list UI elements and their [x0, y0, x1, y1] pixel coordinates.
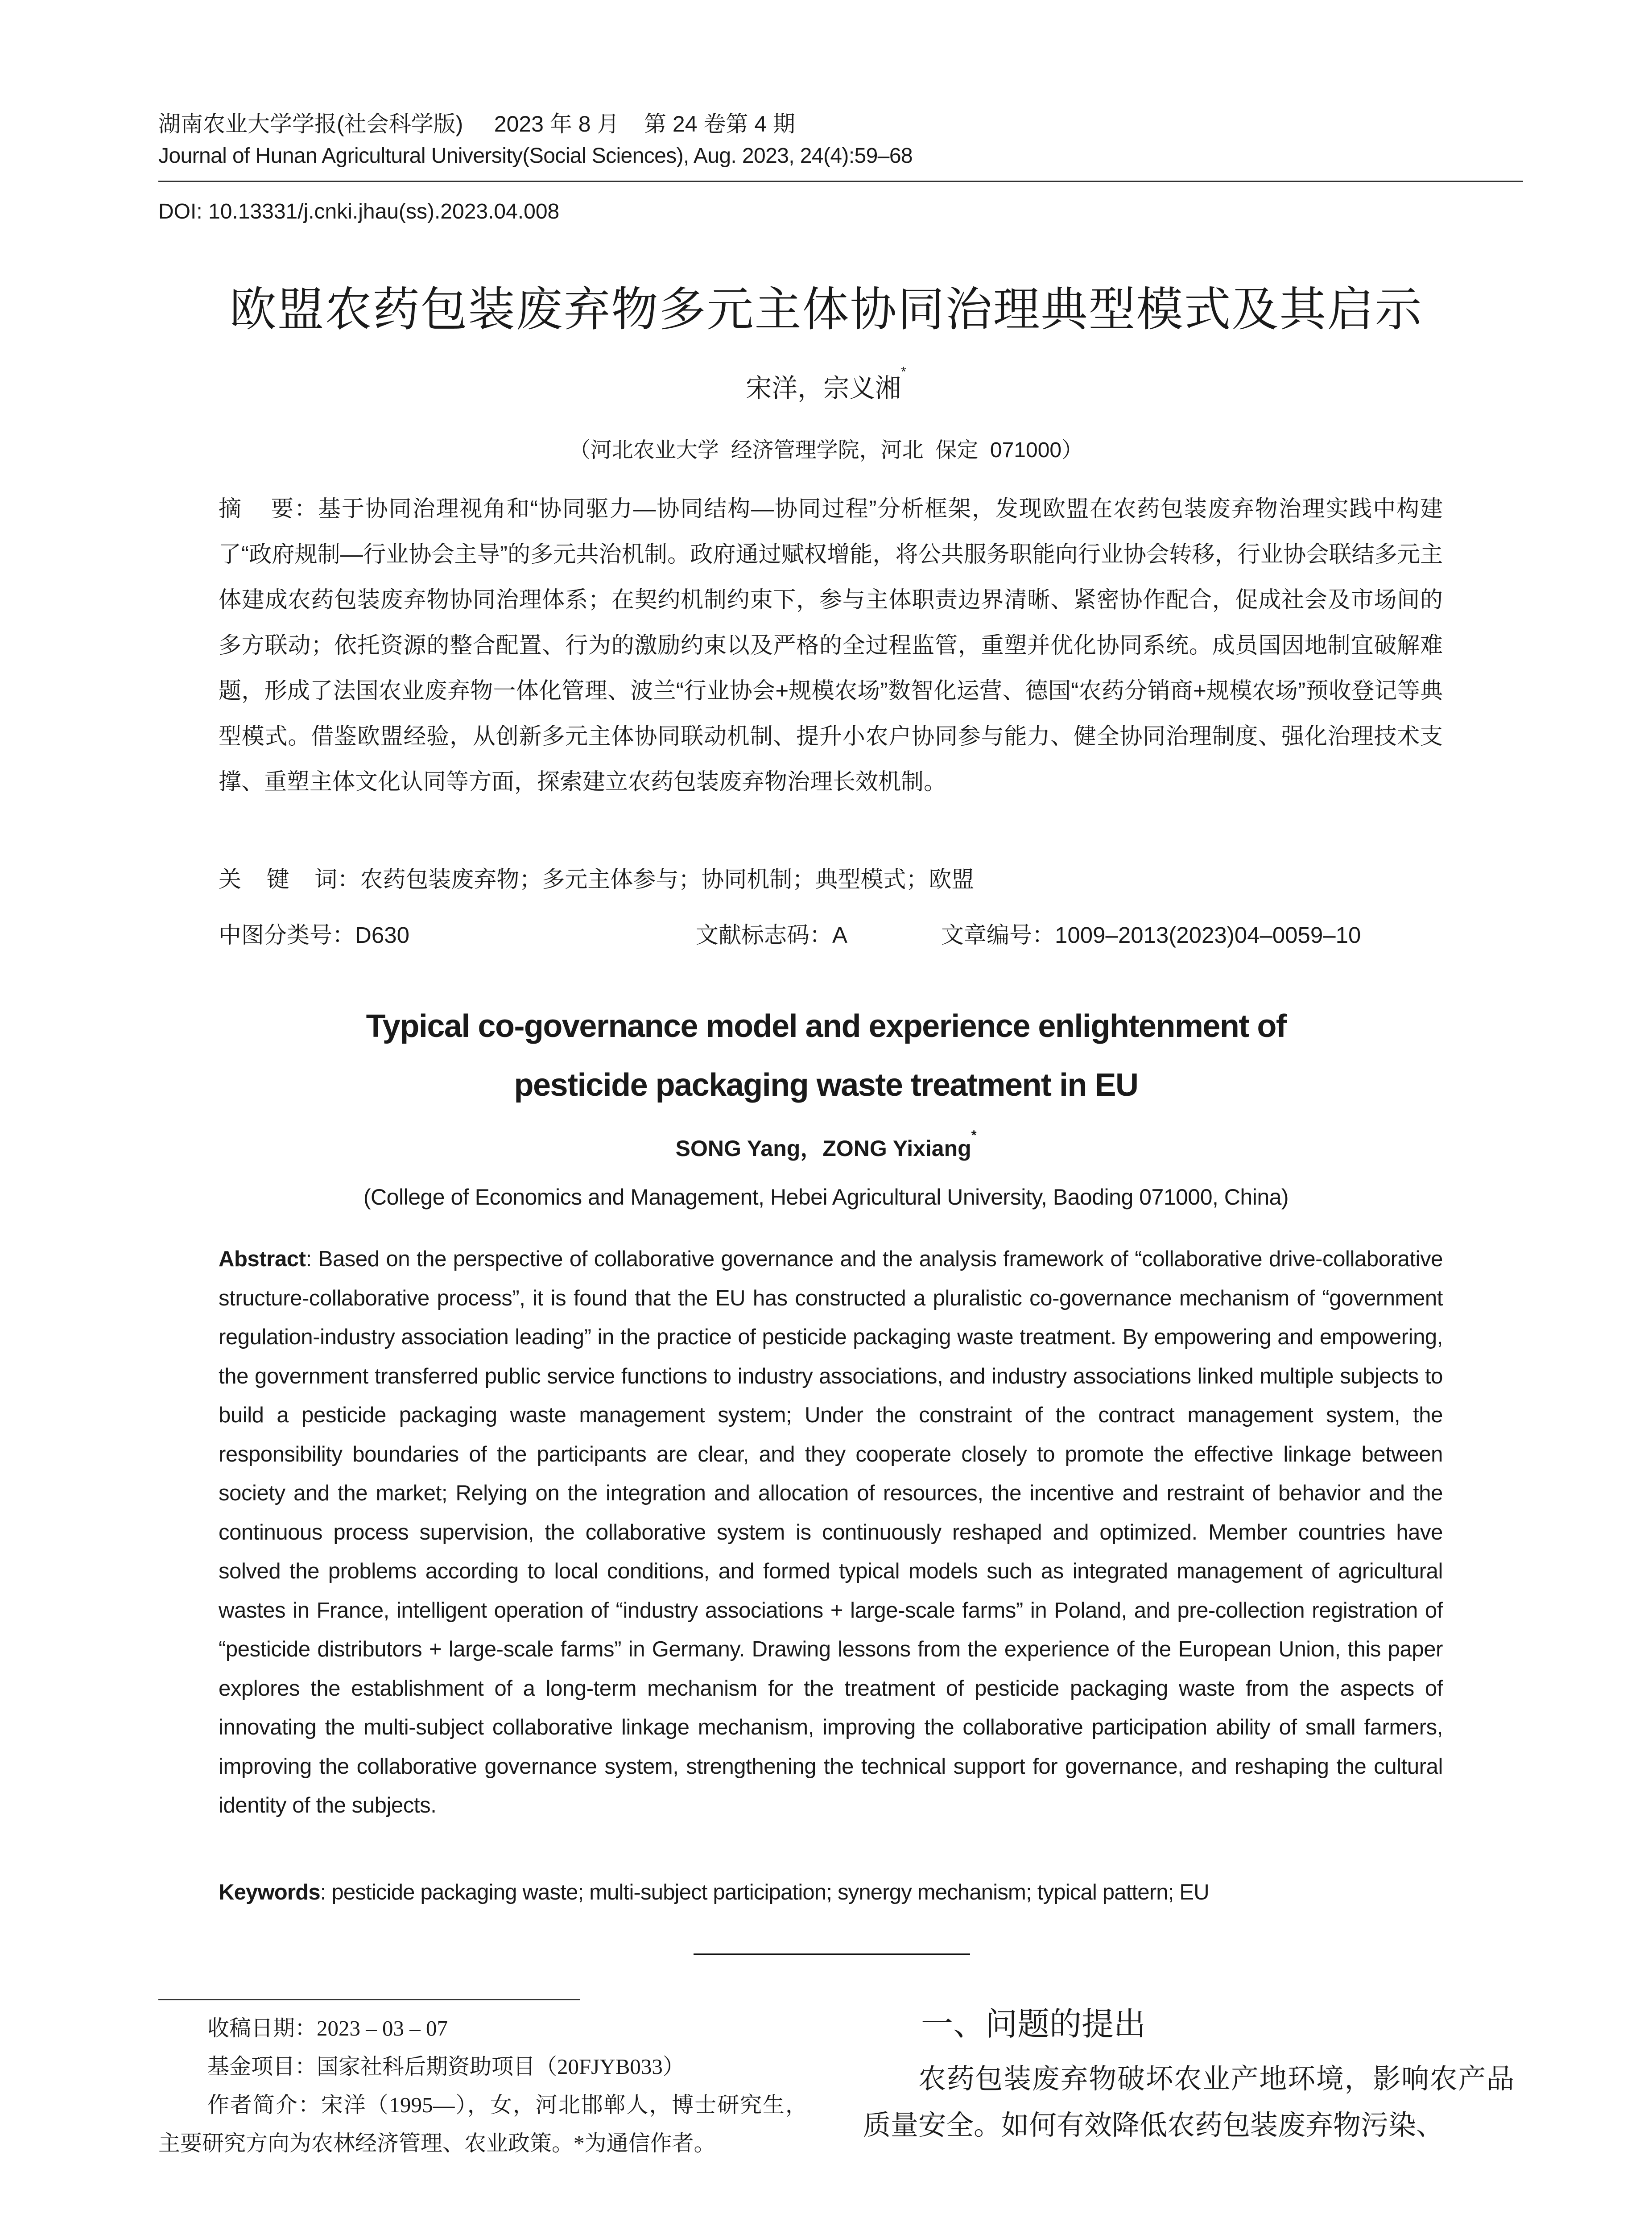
- authors-cn: [0, 364, 1652, 405]
- abstract-label-cn: 摘 要：: [219, 496, 318, 521]
- title-en-line-2: pesticide packaging waste treatment in EU: [514, 1067, 1138, 1103]
- footnotes: [158, 2009, 807, 2163]
- fund-label: 基金项目：: [207, 2054, 317, 2079]
- abstract-label-en: Abstract: [219, 1247, 306, 1271]
- article-no-value: 1009–2013(2023)04–0059–10: [1055, 922, 1361, 948]
- doc-code-label: 文献标志码：: [696, 922, 833, 948]
- author-names-cn: 宋洋，宗义湘: [746, 374, 901, 403]
- authors-en: [0, 1128, 1652, 1163]
- keywords-en: [219, 1880, 1443, 1905]
- journal-header-cn: 湖南农业大学学报(社会科学版) 2023 年 8 月 第 24 卷第 4 期: [158, 112, 796, 136]
- section-divider: [694, 1953, 970, 1955]
- header-divider: [158, 181, 1523, 182]
- corresponding-author-mark: *: [901, 364, 906, 379]
- title-en-line-1: Typical co-governance model and experience enlightenment of: [366, 1008, 1286, 1044]
- classification-number: [219, 917, 409, 950]
- author-info-label: 作者简介：: [207, 2093, 321, 2117]
- abstract-en: [219, 1240, 1443, 1825]
- keywords-text-en: : pesticide packaging waste; multi-subject participation; synergy mechanism; typical pattern; EU: [320, 1880, 1209, 1904]
- abstract-text-en: : Based on the perspective of collaborative governance and the analysis framework of “collaborative drive-collaborative structure-collaborative process”, it is found that the EU has constructed a pluralistic co-governance mechanism of “government regulation-industry association leading” in the practice of pesticide packaging waste treatment. By empowering and empowering, the government transferred public service functions to industry associations, and industry associations linked multiple subjects to build a pesticide packaging waste management system; Under the constraint of the contract management system, the responsibility boundaries of the participants are clear, and they cooperate closely to promote the effective linkage between society and the market; Relying on the integration and allocation of resources, the incentive and restraint of behavior and the continuous process supervision, the collaborative system is continuously reshaped and optimized. Member countries have solved the problems according to local conditions, and formed typical models such as integrated management of agricultural wastes in France, intelligent operation of “industry associations + large-scale farms” in Poland, and pre-collection registration of “pesticide distributors + large-scale farms” in Germany. Drawing lessons from the experience of the European Union, this paper explores the establishment of a long-term mechanism for the treatment of pesticide packaging waste from the aspects of innovating the multi-subject collaborative linkage mechanism, improving the collaborative participation ability of small farmers, improving the collaborative governance system, strengthening the technical support for governance, and reshaping the cultural identity of the subjects.: [219, 1247, 1443, 1817]
- corresponding-author-mark-en: *: [971, 1128, 977, 1143]
- paper-title-cn: 欧盟农药包装废弃物多元主体协同治理典型模式及其启示: [229, 284, 1423, 336]
- received-label: 收稿日期：: [207, 2016, 317, 2040]
- keywords-label-cn: 关 键 词：: [219, 867, 360, 892]
- journal-header-en: Journal of Hunan Agricultural University(Social Sciences), Aug. 2023, 24(4):59–68: [158, 144, 913, 168]
- doi-line: DOI: 10.13331/j.cnki.jhau(ss).2023.04.008: [158, 200, 560, 223]
- author-names-en: SONG Yang，ZONG Yixiang: [675, 1136, 971, 1161]
- section-heading: 一、问题的提出: [921, 2007, 1146, 2042]
- footnote-fund: [158, 2048, 807, 2086]
- keywords-label-en: Keywords: [219, 1880, 320, 1904]
- clc-value: D630: [355, 922, 409, 948]
- abstract-text-cn: 基于协同治理视角和“协同驱力—协同结构—协同过程”分析框架，发现欧盟在农药包装废弃物治理实践中构建了“政府规制—行业协会主导”的多元共治机制。政府通过赋权增能，将公共服务职能向行业协会转移，行业协会联结多元主体建成农药包装废弃物协同治理体系；在契约机制约束下，参与主体职责边界清晰、紧密协作配合，促成社会及市场间的多方联动；依托资源的整合配置、行为的激励约束以及严格的全过程监管，重塑并优化协同系统。成员国因地制宜破解难题，形成了法国农业废弃物一体化管理、波兰“行业协会+规模农场”数智化运营、德国“农药分销商+规模农场”预收登记等典型模式。借鉴欧盟经验，从创新多元主体协同联动机制、提升小农户协同参与能力、健全协同治理制度、强化治理技术支撑、重塑主体文化认同等方面，探索建立农药包装废弃物治理长效机制。: [219, 496, 1443, 794]
- author-info-value: 宋洋（1995—），女，河北邯郸人，博士研究生，主要研究方向为农林经济管理、农业政策。*为通信作者。: [158, 2093, 807, 2156]
- doc-code-value: A: [832, 922, 848, 948]
- fund-value: 国家社科后期资助项目（20FJYB033）: [317, 2054, 685, 2079]
- footnote-received: [158, 2009, 807, 2048]
- article-number: [941, 917, 1361, 950]
- paper-title-en: [0, 997, 1652, 1115]
- affiliation-en: (College of Economics and Management, Hebei Agricultural University, Baoding 071000, China): [363, 1185, 1289, 1210]
- affiliation-cn: （河北农业大学 经济管理学院，河北 保定 071000）: [569, 438, 1083, 462]
- footnote-author: [158, 2086, 807, 2163]
- clc-label: 中图分类号：: [219, 922, 355, 948]
- article-no-label: 文章编号：: [941, 922, 1055, 948]
- received-date: 2023 – 03 – 07: [317, 2016, 448, 2040]
- keywords-cn: [219, 861, 1443, 894]
- footnote-divider: [158, 1999, 580, 2000]
- document-code: [696, 917, 847, 950]
- body-paragraph: 农药包装废弃物破坏农业产地环境，影响农产品质量安全。如何有效降低农药包装废弃物污染、: [863, 2064, 1514, 2141]
- keywords-text-cn: 农药包装废弃物；多元主体参与；协同机制；典型模式；欧盟: [360, 867, 975, 892]
- abstract-cn: [219, 486, 1443, 805]
